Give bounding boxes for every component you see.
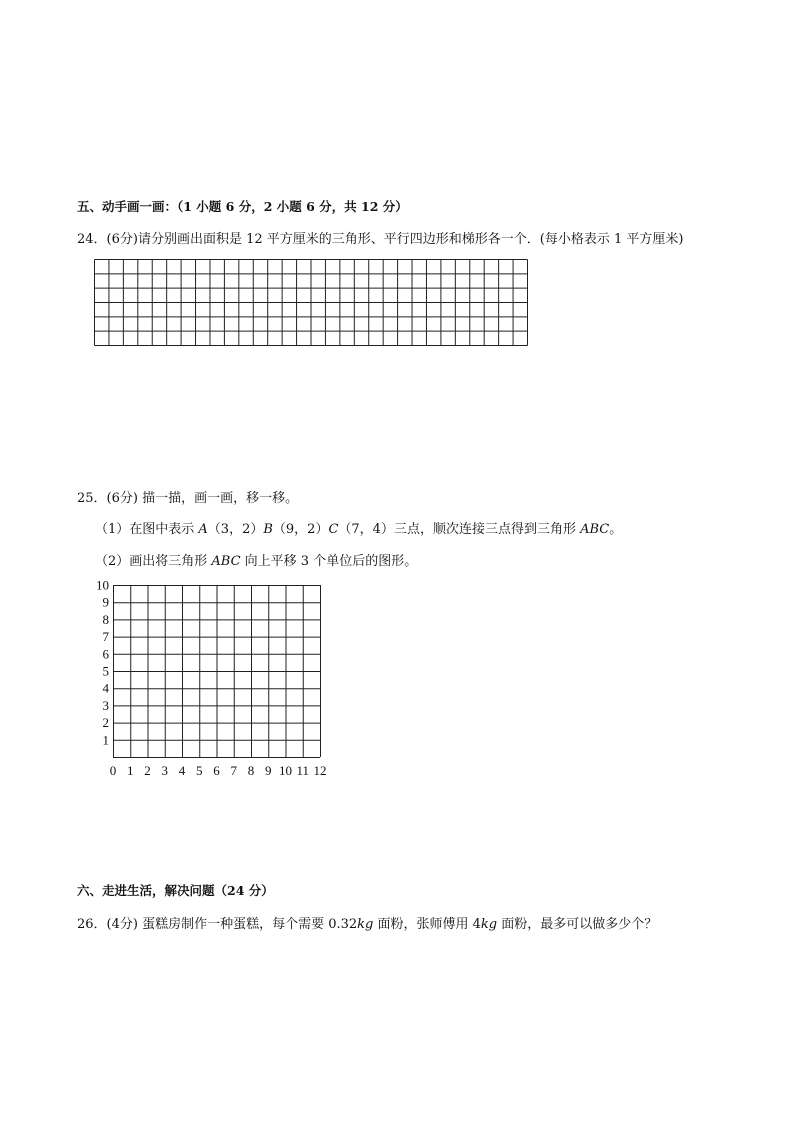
y-axis-tick-label: 4 [102, 680, 109, 696]
x-axis-tick-label: 7 [230, 763, 237, 778]
triangle-label: ABC [580, 522, 610, 537]
triangle-label: ABC [211, 554, 241, 569]
y-axis-tick-label: 3 [102, 697, 109, 713]
x-axis-tick-label: 6 [213, 763, 220, 778]
x-axis-tick-label: 1 [127, 763, 134, 778]
x-axis-tick-label: 3 [161, 763, 168, 778]
x-axis-tick-label: 11 [296, 763, 310, 778]
point-c-label: C [328, 522, 339, 537]
coordinate-grid [85, 578, 345, 783]
x-axis-tick-label: 8 [247, 763, 255, 778]
x-axis-tick-label: 2 [144, 763, 151, 778]
x-axis-tick-label: 0 [109, 763, 117, 778]
question-25-text: 25．(6分) 描一描，画一画，移一移。 [77, 491, 299, 506]
question-25-subquestion-2: （2）画出将三角形 ABC 向上平移 3 个单位后的图形。 [95, 554, 418, 569]
y-axis-tick-label: 5 [102, 663, 109, 679]
x-axis-tick-label: 9 [265, 763, 272, 778]
y-axis-tick-label: 1 [102, 732, 109, 748]
question-24-text: 24．(6分)请分别画出面积是 12 平方厘米的三角形、平行四边形和梯形各一个．(每小格表示 1 平方厘米) [77, 232, 684, 247]
question-26-text: 26．(4分) 蛋糕房制作一种蛋糕，每个需要 0.32kg 面粉，张师傅用 4kg 面粉，最多可以做多少个？ [77, 917, 658, 932]
y-axis-tick-label: 7 [102, 629, 109, 645]
question-24-grid [94, 259, 528, 346]
point-a-label: A [198, 522, 208, 537]
section-6-heading: 六、走进生活，解决问题（24 分） [77, 883, 274, 898]
y-axis-tick-label: 8 [102, 611, 109, 627]
x-axis-tick-label: 12 [313, 763, 327, 778]
x-axis-tick-label: 10 [279, 763, 292, 778]
x-axis-tick-label: 4 [178, 763, 186, 778]
y-axis-tick-label: 2 [102, 715, 109, 731]
point-b-label: B [263, 522, 273, 537]
y-axis-tick-label: 10 [96, 577, 109, 593]
section-5-heading: 五、动手画一画：（1 小题 6 分，2 小题 6 分，共 12 分） [77, 199, 408, 214]
question-25-subquestion-1: （1）在图中表示 A（3，2）B（9，2）C（7，4）三点，顺次连接三点得到三角形 ABC。 [95, 522, 623, 537]
x-axis-tick-label: 5 [196, 763, 203, 778]
y-axis-tick-label: 6 [102, 646, 109, 662]
y-axis-tick-label: 9 [102, 594, 109, 610]
